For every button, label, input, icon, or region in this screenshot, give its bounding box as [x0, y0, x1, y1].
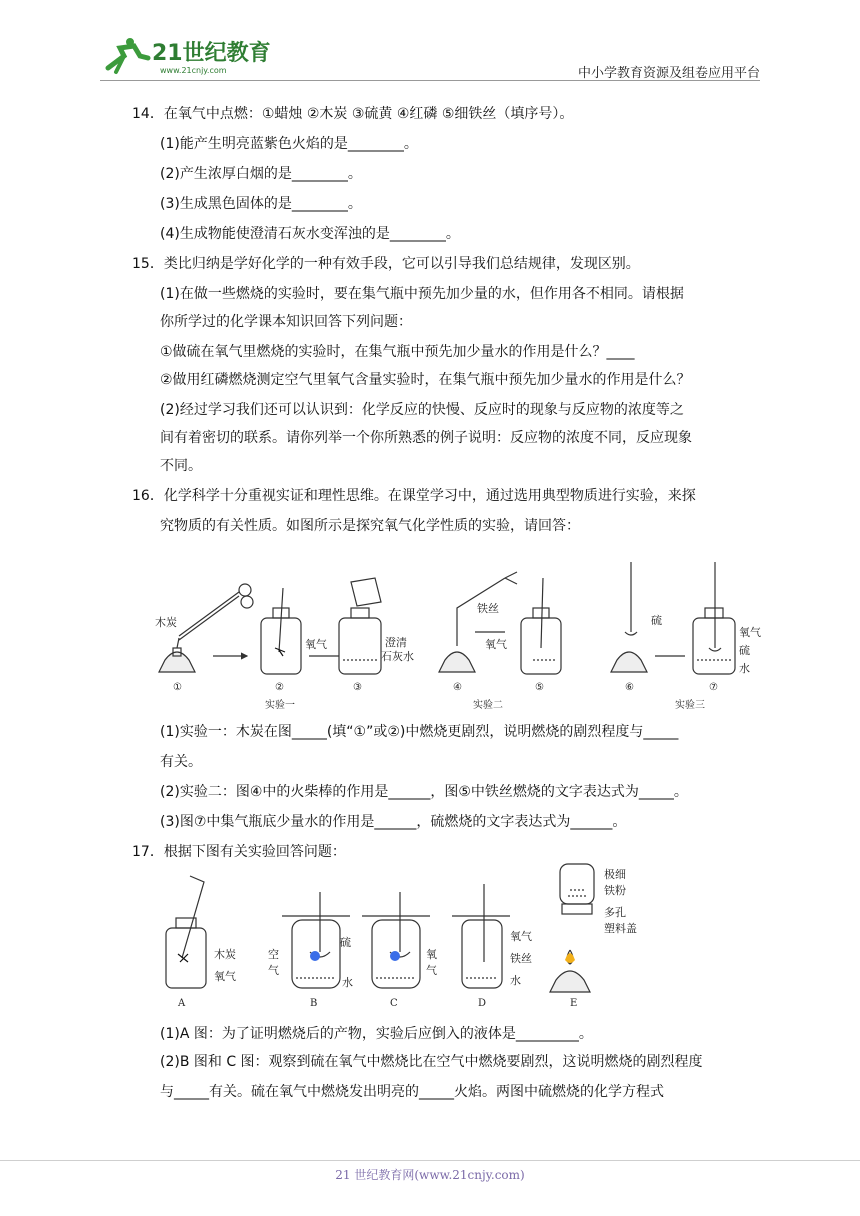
q15-line3: ①做硫在氧气里燃烧的实验时，在集气瓶中预先加少量水的作用是什么？____	[160, 344, 635, 360]
q15-line2: 你所学过的化学课本知识回答下列问题：	[160, 314, 412, 330]
svg-text:A: A	[178, 998, 186, 1009]
svg-text:多孔: 多孔	[604, 906, 626, 919]
q14-sub1: (1)能产生明亮蓝紫色火焰的是________。	[160, 136, 418, 152]
q17-stem: 17．根据下图有关实验回答问题：	[132, 844, 346, 860]
q16-stem1: 16．化学科学十分重视实证和理性思维。在课堂学习中，通过选用典型物质进行实验，来探	[132, 488, 696, 504]
svg-text:E: E	[570, 998, 578, 1009]
svg-text:氧气: 氧气	[305, 638, 327, 651]
logo	[100, 32, 270, 76]
q16-sub1a: (1)实验一：木炭在图_____(填“①”或②)中燃烧更剧烈，说明燃烧的剧烈程度与_____	[160, 724, 679, 740]
svg-text:D: D	[478, 998, 487, 1009]
svg-text:铁丝: 铁丝	[510, 952, 532, 965]
q15-line4: ②做用红磷燃烧测定空气里氧气含量实验时，在集气瓶中预先加少量水的作用是什么？	[160, 372, 691, 388]
svg-text:硫: 硫	[651, 614, 662, 627]
svg-text:⑥: ⑥	[625, 682, 634, 693]
svg-text:水: 水	[342, 976, 353, 989]
svg-text:木炭: 木炭	[155, 616, 177, 629]
q14-stem: 14．在氧气中点燃：①蜡烛 ②木炭 ③硫黄 ④红磷 ⑤细铁丝（填序号）。	[132, 106, 574, 122]
svg-text:⑦: ⑦	[709, 682, 718, 693]
q16-sub3: (3)图⑦中集气瓶底少量水的作用是______，硫燃烧的文字表达式为______。	[160, 814, 627, 830]
svg-text:B: B	[310, 998, 318, 1009]
svg-text:空: 空	[268, 948, 279, 961]
svg-text:水: 水	[510, 974, 521, 987]
q14-sub3: (3)生成黑色固体的是________。	[160, 196, 362, 212]
svg-text:铁丝: 铁丝	[477, 602, 499, 615]
svg-text:气: 气	[268, 964, 279, 977]
svg-text:澄清: 澄清	[385, 636, 407, 649]
svg-text:实验一: 实验一	[265, 700, 295, 711]
header-divider	[100, 80, 760, 81]
q15-line1: (1)在做一些燃烧的实验时，要在集气瓶中预先加少量的水，但作用各不相同。请根据	[160, 286, 684, 302]
svg-text:塑料盖: 塑料盖	[604, 922, 637, 935]
q15-line5: (2)经过学习我们还可以认识到：化学反应的快慢、反应时的现象与反应物的浓度等之	[160, 402, 684, 418]
q17-sub1: (1)A 图：为了证明燃烧后的产物，实验后应倒入的液体是_________。	[160, 1026, 593, 1042]
svg-text:氧: 氧	[426, 948, 437, 961]
svg-text:实验三: 实验三	[675, 700, 705, 711]
svg-text:C: C	[390, 998, 398, 1009]
q17-sub2b: 与_____有关。硫在氧气中燃烧发出明亮的_____火焰。两图中硫燃烧的化学方程式	[160, 1084, 664, 1100]
svg-text:②: ②	[275, 682, 284, 693]
q17-sub2a: (2)B 图和 C 图：观察到硫在氧气中燃烧比在空气中燃烧要剧烈，这说明燃烧的剧烈程度	[160, 1054, 703, 1070]
q15-stem: 15．类比归纳是学好化学的一种有效手段，它可以引导我们总结规律，发现区别。	[132, 256, 640, 272]
footer-divider	[0, 1160, 860, 1161]
svg-text:⑤: ⑤	[535, 682, 544, 693]
q15-line6: 间有着密切的联系。请你列举一个你所熟悉的例子说明：反应物的浓度不同，反应现象	[160, 430, 692, 446]
q16-sub2: (2)实验二：图④中的火柴棒的作用是______，图⑤中铁丝燃烧的文字表达式为_____。	[160, 784, 688, 800]
svg-text:④: ④	[453, 682, 462, 693]
logo-runner-icon	[100, 32, 270, 76]
footer-text[interactable]: 21 世纪教育网(www.21cnjy.com)	[335, 1168, 525, 1182]
svg-text:石灰水: 石灰水	[381, 650, 414, 663]
platform-name: 中小学教育资源及组卷应用平台	[577, 66, 760, 81]
svg-text:铁粉: 铁粉	[604, 884, 626, 897]
q14-sub4: (4)生成物能使澄清石灰水变浑浊的是________。	[160, 226, 460, 242]
svg-text:氧气: 氧气	[739, 626, 761, 639]
svg-text:气: 气	[426, 964, 437, 977]
q15-line7: 不同。	[160, 458, 202, 474]
svg-text:氧气: 氧气	[510, 930, 532, 943]
svg-text:硫: 硫	[739, 644, 750, 657]
svg-text:①: ①	[173, 682, 182, 693]
svg-text:氧气: 氧气	[485, 638, 507, 651]
svg-text:极细: 极细	[604, 868, 626, 881]
svg-text:水: 水	[739, 662, 750, 675]
svg-text:硫: 硫	[340, 936, 351, 949]
svg-text:21世纪教育: 21世纪教育	[152, 41, 270, 66]
svg-text:www.21cnjy.com: www.21cnjy.com	[160, 66, 227, 75]
page-header	[100, 32, 760, 80]
q16-sub1b: 有关。	[160, 754, 202, 770]
q16-stem2: 究物质的有关性质。如图所示是探究氧气化学性质的实验，请回答：	[160, 518, 580, 534]
q14-sub2: (2)产生浓厚白烟的是________。	[160, 166, 362, 182]
figure-17-combustion	[160, 862, 680, 1012]
svg-text:木炭: 木炭	[214, 948, 236, 961]
svg-text:实验二: 实验二	[473, 700, 503, 711]
figure-16-oxygen-experiments	[155, 548, 770, 713]
svg-text:氧气: 氧气	[214, 970, 236, 983]
svg-text:③: ③	[353, 682, 362, 693]
